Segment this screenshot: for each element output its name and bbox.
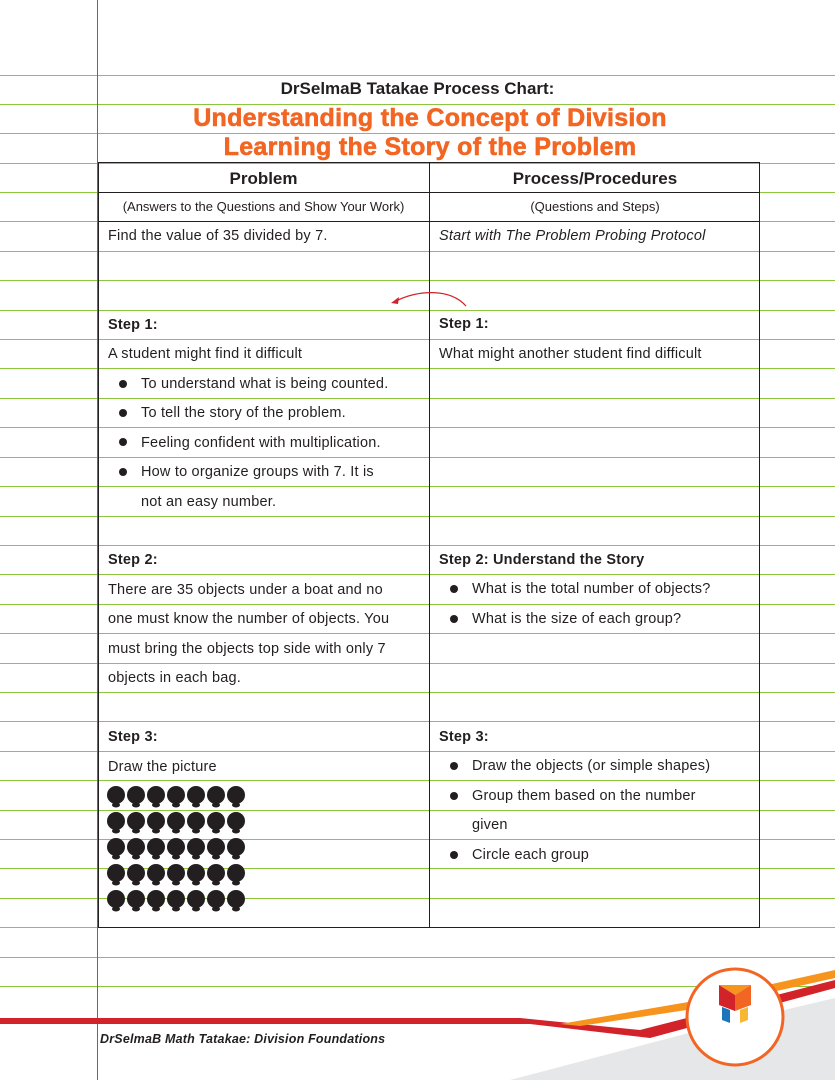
- step2-left-heading: Step 2:: [108, 552, 158, 568]
- step3-instruction-continued: given: [472, 817, 508, 833]
- object-shape: [127, 864, 145, 886]
- object-shape: [127, 890, 145, 912]
- object-shape: [107, 838, 125, 860]
- step1-bullet-continued: not an easy number.: [141, 494, 277, 510]
- bullet-icon: [450, 792, 458, 800]
- column-header-process: Process/Procedures: [512, 169, 678, 188]
- bullet-icon: [450, 762, 458, 770]
- table-row-divider: [98, 192, 760, 193]
- object-shape: [127, 838, 145, 860]
- object-shape: [207, 786, 225, 808]
- subtitle-line-2: Learning the Story of the Problem: [223, 133, 637, 161]
- column-header-problem: Problem: [229, 169, 298, 188]
- step2-story-line: objects in each bag.: [108, 670, 241, 686]
- protocol-note: Start with The Problem Probing Protocol: [439, 228, 706, 244]
- object-shape: [147, 890, 165, 912]
- object-shape: [167, 864, 185, 886]
- step2-right-heading: Step 2: Understand the Story: [439, 552, 645, 568]
- object-shape: [227, 864, 245, 886]
- object-shape: [127, 786, 145, 808]
- object-shape: [147, 864, 165, 886]
- problem-statement: Find the value of 35 divided by 7.: [108, 228, 328, 244]
- step3-instruction: Draw the objects (or simple shapes): [472, 758, 711, 774]
- object-shape: [227, 786, 245, 808]
- step2-story-line: one must know the number of objects. You: [108, 611, 390, 627]
- object-shape: [207, 864, 225, 886]
- object-shape: [107, 890, 125, 912]
- bullet-icon: [450, 615, 458, 623]
- bullet-icon: [119, 380, 127, 388]
- object-shape: [147, 838, 165, 860]
- object-shape: [167, 890, 185, 912]
- object-shape: [107, 864, 125, 886]
- object-shape: [107, 786, 125, 808]
- objects-picture: [107, 784, 249, 914]
- object-shape: [127, 812, 145, 834]
- column-subheader-problem: (Answers to the Questions and Show Your Work): [122, 199, 405, 214]
- bullet-icon: [450, 851, 458, 859]
- step1-left-heading: Step 1:: [108, 317, 158, 333]
- subtitle-line-1: Understanding the Concept of Division: [193, 104, 667, 132]
- object-shape: [167, 786, 185, 808]
- step1-bullet: Feeling confident with multiplication.: [141, 435, 381, 451]
- step1-bullet: To tell the story of the problem.: [141, 405, 346, 421]
- bullet-icon: [119, 438, 127, 446]
- step2-question: What is the size of each group?: [472, 611, 682, 627]
- object-shape: [227, 812, 245, 834]
- object-shape: [147, 786, 165, 808]
- object-shape: [207, 838, 225, 860]
- step2-story-line: must bring the objects top side with only 7: [108, 641, 386, 657]
- step2-story-line: There are 35 objects under a boat and no: [108, 582, 383, 598]
- object-shape: [167, 812, 185, 834]
- table-row-divider: [98, 221, 760, 222]
- column-subheader-process: (Questions and Steps): [530, 199, 660, 214]
- step1-right-lead: What might another student find difficult: [439, 346, 702, 362]
- object-shape: [187, 890, 205, 912]
- step2-question: What is the total number of objects?: [472, 581, 711, 597]
- step3-left-lead: Draw the picture: [108, 759, 217, 775]
- step1-bullet: How to organize groups with 7. It is: [141, 464, 374, 480]
- object-shape: [227, 838, 245, 860]
- step3-instruction: Circle each group: [472, 847, 590, 863]
- page-title: DrSelmaB Tatakae Process Chart:: [280, 79, 555, 98]
- object-shape: [207, 890, 225, 912]
- object-shape: [147, 812, 165, 834]
- object-shape: [107, 812, 125, 834]
- step1-right-heading: Step 1:: [439, 316, 489, 332]
- bullet-icon: [119, 409, 127, 417]
- step1-left-lead: A student might find it difficult: [108, 346, 303, 362]
- curved-arrow-icon: [388, 290, 470, 312]
- bullet-icon: [119, 468, 127, 476]
- object-shape: [187, 864, 205, 886]
- step3-left-heading: Step 3:: [108, 729, 158, 745]
- object-shape: [187, 838, 205, 860]
- step1-bullet: To understand what is being counted.: [141, 376, 389, 392]
- object-shape: [227, 890, 245, 912]
- object-shape: [167, 838, 185, 860]
- table-column-divider: [429, 162, 430, 928]
- ms-logo-icon: [683, 965, 787, 1069]
- bullet-icon: [450, 585, 458, 593]
- object-shape: [207, 812, 225, 834]
- object-shape: [187, 812, 205, 834]
- object-shape: [187, 786, 205, 808]
- footer-title: DrSelmaB Math Tatakae: Division Foundations: [100, 1032, 386, 1046]
- step3-instruction: Group them based on the number: [472, 788, 696, 804]
- step3-right-heading: Step 3:: [439, 729, 489, 745]
